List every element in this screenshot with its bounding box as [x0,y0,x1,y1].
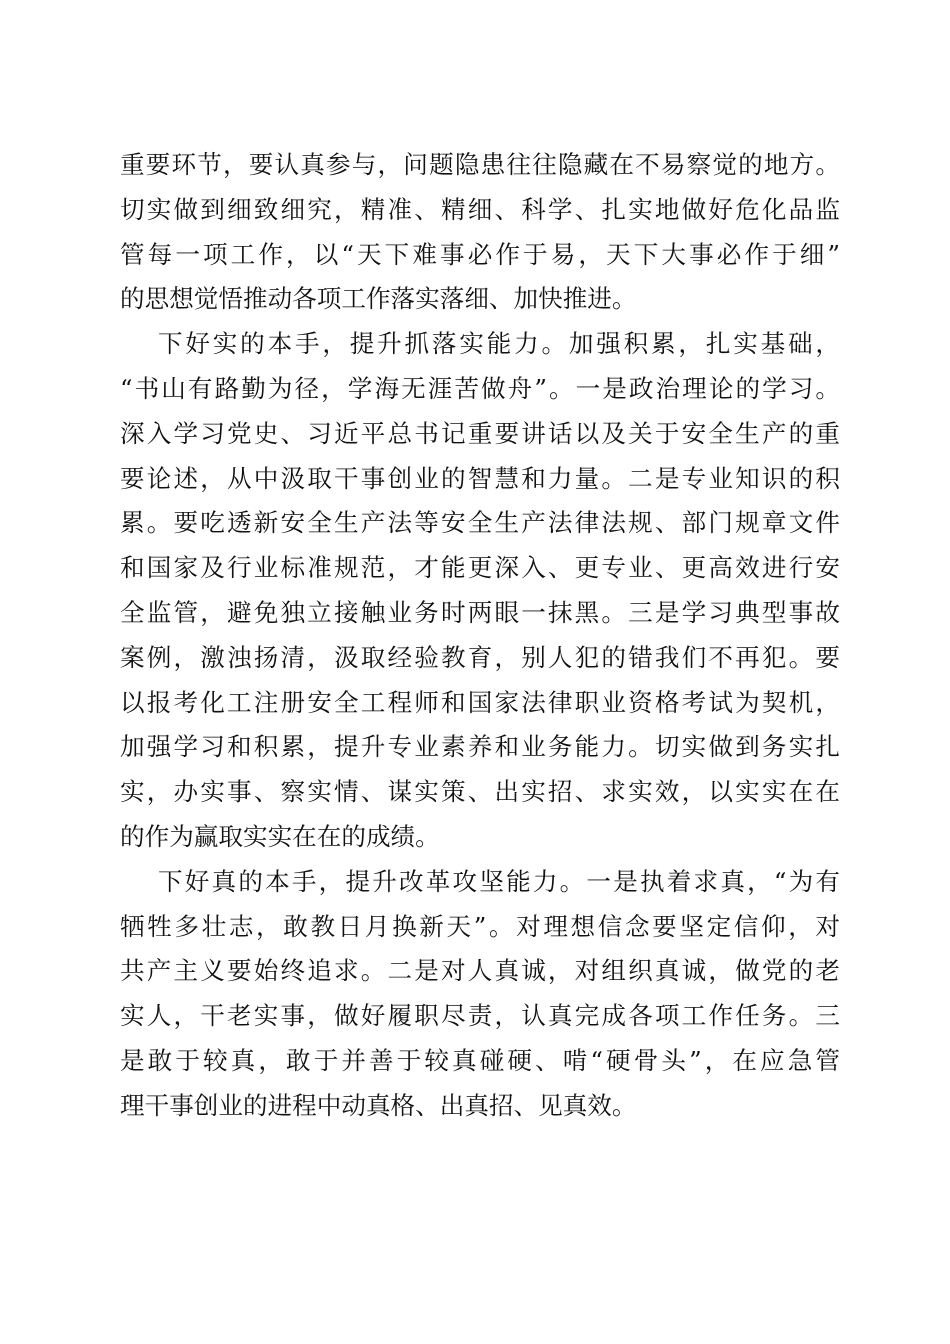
text-line: 牺牲多壮志，敢教日月换新天”。对理想信念要坚定信仰，对 [120,911,840,941]
text-line: 理干事创业的进程中动真格、出真招、见真效。 [120,1090,637,1120]
text-line: 累。要吃透新安全生产法等安全生产法律法规、部门规章文件 [120,508,840,538]
text-line: 要论述，从中汲取干事创业的智慧和力量。二是专业知识的积 [120,463,840,493]
text-line: 管每一项工作，以“天下难事必作于易，天下大事必作于细” [120,239,840,269]
text-line: 的思想觉悟推动各项工作落实落细、加快推进。 [120,284,637,314]
paragraph-2 [120,322,840,860]
text-line: 案例，激浊扬清，汲取经验教育，别人犯的错我们不再犯。要 [120,642,840,672]
paragraph-1 [120,143,840,322]
text-line: 切实做到细致细究，精准、精细、科学、扎实地做好危化品监 [120,194,840,224]
paragraph-3 [120,860,840,1129]
text-line: 深入学习党史、习近平总书记重要讲话以及关于安全生产的重 [120,418,840,448]
text-line: 和国家及行业标准规范，才能更深入、更专业、更高效进行安 [120,553,840,583]
text-line: 的作为赢取实实在在的成绩。 [120,821,440,851]
text-line: 实人，干老实事，做好履职尽责，认真完成各项工作任务。三 [120,1001,840,1031]
text-line: 下好真的本手，提升改革攻坚能力。一是执着求真，“为有 [158,866,840,896]
text-line: 共产主义要始终追求。二是对人真诚，对组织真诚，做党的老 [120,956,840,986]
body-text [120,143,840,1129]
text-line: 下好实的本手，提升抓落实能力。加强积累，扎实基础， [158,329,840,359]
text-line: 以报考化工注册安全工程师和国家法律职业资格考试为契机， [120,687,840,717]
text-line: 加强学习和积累，提升专业素养和业务能力。切实做到务实扎 [120,732,840,762]
text-line: “书山有路勤为径，学海无涯苦做舟”。一是政治理论的学习。 [120,373,840,403]
text-line: 是敢于较真，敢于并善于较真碰硬、啃“硬骨头”，在应急管 [120,1045,840,1075]
text-line: 实，办实事、察实情、谋实策、出实招、求实效，以实实在在 [120,777,840,807]
text-line: 全监管，避免独立接触业务时两眼一抹黑。三是学习典型事故 [120,597,840,627]
text-line: 重要环节，要认真参与，问题隐患往往隐藏在不易察觉的地方。 [120,150,840,179]
